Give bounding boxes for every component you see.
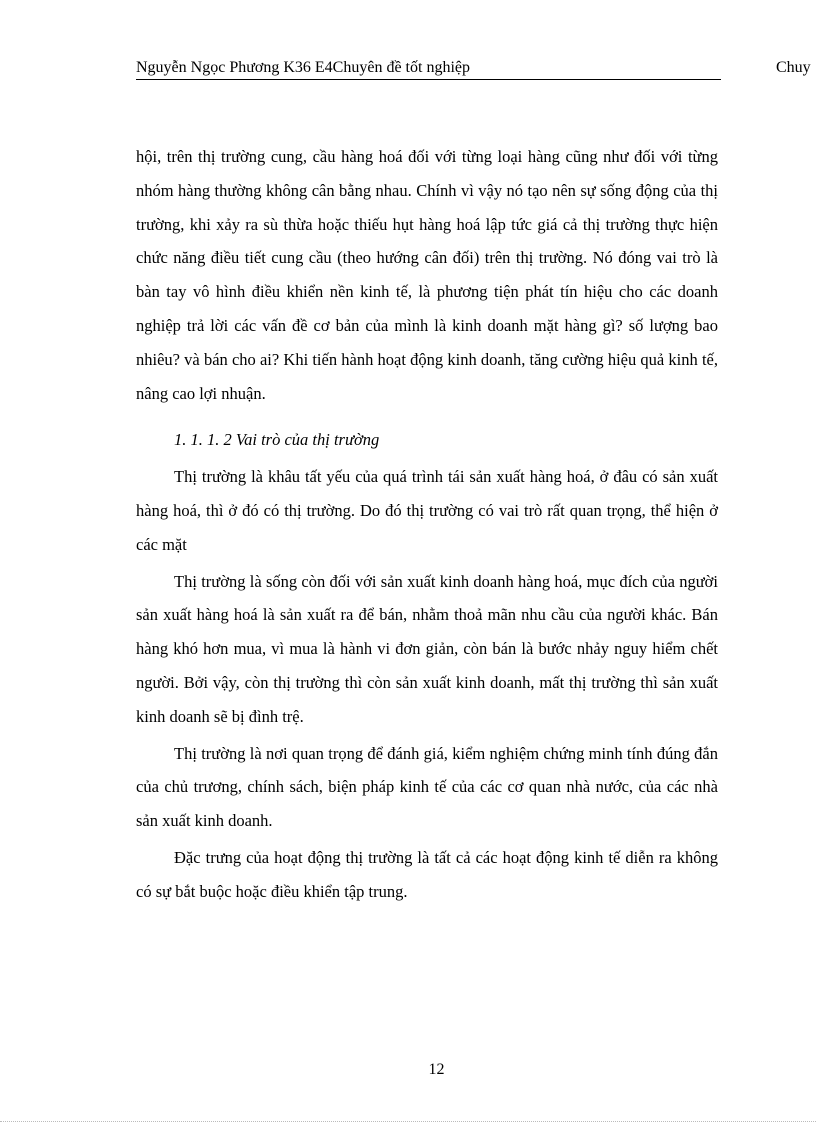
page-bottom-rule	[0, 1121, 816, 1122]
header-rule	[136, 79, 721, 80]
paragraph-market-evaluation: Thị trường là nơi quan trọng để đánh giá, kiểm nghiệm chứng minh tính đúng đắn của chủ trương, chính sách, biện pháp kinh tế của các cơ quan nhà nước, của các nhà sản xuất kinh doanh.	[136, 743, 718, 831]
page-number: 12	[428, 1061, 445, 1078]
paragraph-continuation: hội, trên thị trường cung, cầu hàng hoá đối với từng loại hàng cũng như đối với từng nhóm hàng thường không cân bằng nhau. Chính vì vậy nó tạo nên sự sống động của thị trường, khi xảy ra sù thừa hoặc thiếu hụt hàng hoá lập tức giá cả thị trường thực hiện chức năng điều tiết cung cầu (theo hướng cân đối) trên thị trường. Nó đóng vai trò là bàn tay vô hình điều khiển nền kinh tế, là phương tiện phát tín hiệu cho các doanh nghiệp trả lời các vấn đề cơ bản của mình là kinh doanh mặt hàng gì? số lượng bao nhiêu? và bán cho ai? Khi tiến hành hoạt động kinh doanh, tăng cường hiệu quả kinh tế, nâng cao lợi nhuận.	[136, 147, 718, 403]
section-heading: 1. 1. 1. 2 Vai trò của thị trường	[174, 430, 380, 450]
running-header-title: Nguyễn Ngọc Phương K36 E4Chuyên đề tốt nghiệp	[136, 59, 470, 76]
paragraph-market-survival: Thị trường là sống còn đối với sản xuất kinh doanh hàng hoá, mục đích của người sản xuất hàng hoá là sản xuất ra để bán, nhằm thoả mãn nhu cầu của người khác. Bán hàng khó hơn mua, vì mua là hành vi đơn giản, còn bán là bước nhảy nguy hiểm chết người. Bởi vậy, còn thị trường thì còn sản xuất kinh doanh, mất thị trường thì sản xuất kinh doanh sẽ bị đình trệ.	[136, 571, 718, 726]
body-text	[136, 140, 718, 909]
paragraph-market-role: Thị trường là khâu tất yếu của quá trình tái sản xuất hàng hoá, ở đâu có sản xuất hàng hoá, thì ở đó có thị trường. Do đó thị trường có vai trò rất quan trọng, thể hiện ở các mặt	[136, 467, 718, 554]
running-header-truncated: Chuy	[776, 59, 811, 76]
paragraph-market-characteristic: Đặc trưng của hoạt động thị trường là tất cả các hoạt động kinh tế diễn ra không có sự bắt buộc hoặc điều khiển tập trung.	[136, 847, 718, 901]
